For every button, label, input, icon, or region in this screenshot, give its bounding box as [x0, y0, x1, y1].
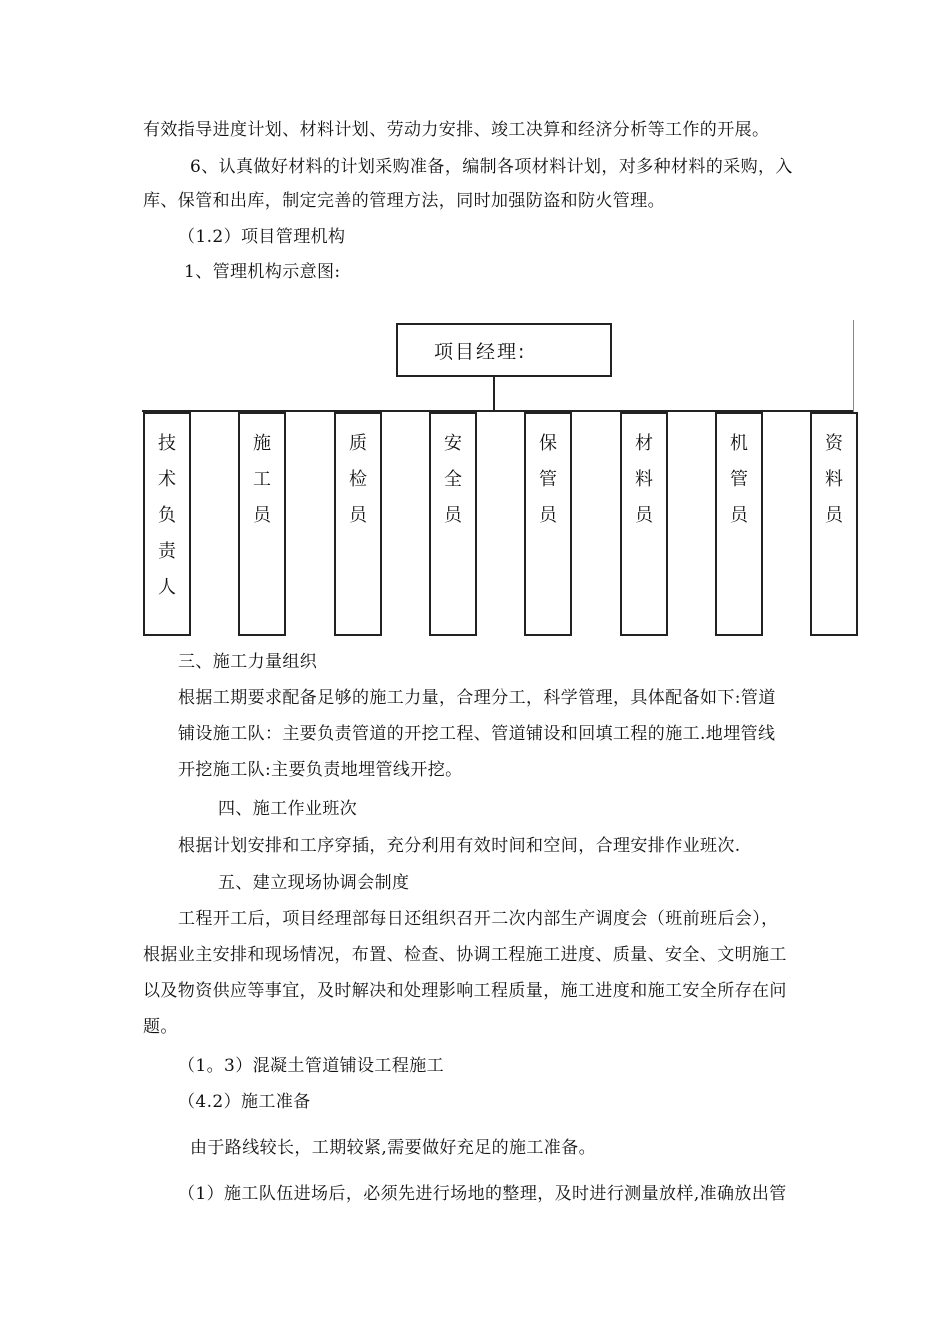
project-manager-box	[396, 323, 612, 377]
role-box	[334, 412, 382, 636]
role-box	[810, 412, 858, 636]
section-heading: 1、管理机构示意图:	[184, 262, 341, 282]
section-heading: （1。3）混凝土管道铺设工程施工	[178, 1056, 445, 1076]
role-char: 材	[635, 433, 653, 454]
role-char: 质	[349, 433, 367, 454]
paragraph-line: 根据计划安排和工序穿插，充分利用有效时间和空间，合理安排作业班次.	[178, 836, 741, 856]
role-char: 负	[158, 505, 176, 526]
section-heading: （4.2）施工准备	[178, 1092, 311, 1112]
role-char: 检	[349, 469, 367, 490]
role-char: 资	[825, 433, 843, 454]
role-label	[622, 426, 666, 534]
section-heading: 三、施工力量组织	[178, 652, 318, 672]
role-char: 责	[158, 541, 176, 562]
role-box	[524, 412, 572, 636]
role-label	[431, 426, 475, 534]
role-box	[238, 412, 286, 636]
trunk-connector	[493, 377, 495, 411]
role-label	[145, 426, 189, 606]
role-char: 员	[253, 505, 271, 526]
role-box	[620, 412, 668, 636]
paragraph-line: 开挖施工队:主要负责地埋管线开挖。	[178, 760, 463, 780]
role-char: 技	[158, 433, 176, 454]
role-char: 管	[539, 469, 557, 490]
role-char: 员	[444, 505, 462, 526]
role-char: 员	[539, 505, 557, 526]
role-label	[240, 426, 284, 534]
role-char: 全	[444, 469, 462, 490]
paragraph-line: 以及物资供应等事宜，及时解决和处理影响工程质量，施工进度和施工安全所存在问	[143, 981, 787, 1001]
role-char: 施	[253, 433, 271, 454]
role-label	[526, 426, 570, 534]
role-label	[717, 426, 761, 534]
role-char: 人	[158, 577, 176, 598]
role-char: 料	[825, 469, 843, 490]
role-char: 员	[635, 505, 653, 526]
paragraph-line: 题。	[143, 1017, 178, 1037]
role-box	[715, 412, 763, 636]
role-char: 工	[253, 469, 271, 490]
role-box	[429, 412, 477, 636]
paragraph-line: 6、认真做好材料的计划采购准备，编制各项材料计划，对多种材料的采购，入	[190, 157, 793, 177]
role-char: 料	[635, 469, 653, 490]
role-char: 术	[158, 469, 176, 490]
section-heading: （1.2）项目管理机构	[178, 227, 346, 247]
role-char: 安	[444, 433, 462, 454]
section-heading: 四、施工作业班次	[218, 799, 358, 819]
role-label	[336, 426, 380, 534]
project-manager-label: 项目经理:	[434, 341, 527, 363]
role-box	[143, 412, 191, 636]
role-char: 员	[349, 505, 367, 526]
paragraph-line: 有效指导进度计划、材料计划、劳动力安排、竣工决算和经济分析等工作的开展。	[143, 120, 770, 140]
paragraph-line: 根据工期要求配备足够的施工力量，合理分工，科学管理，具体配备如下:管道	[178, 688, 776, 708]
role-char: 机	[730, 433, 748, 454]
role-char: 管	[730, 469, 748, 490]
paragraph-line: 由于路线较长，工期较紧,需要做好充足的施工准备。	[190, 1138, 597, 1158]
role-label	[812, 426, 856, 534]
paragraph-line: （1）施工队伍进场后，必须先进行场地的整理，及时进行测量放样,准确放出管	[178, 1184, 787, 1204]
paragraph-line: 铺设施工队：主要负责管道的开挖工程、管道铺设和回填工程的施工.地埋管线	[178, 724, 776, 744]
role-char: 员	[825, 505, 843, 526]
paragraph-line: 工程开工后，项目经理部每日还组织召开二次内部生产调度会（班前班后会），	[178, 909, 779, 929]
role-char: 员	[730, 505, 748, 526]
role-char: 保	[539, 433, 557, 454]
paragraph-line: 库、保管和出库，制定完善的管理方法，同时加强防盗和防火管理。	[143, 191, 665, 211]
paragraph-line: 根据业主安排和现场情况，布置、检查、协调工程施工进度、质量、安全、文明施工	[143, 945, 787, 965]
right-frame-line	[853, 320, 854, 412]
section-heading: 五、建立现场协调会制度	[218, 873, 410, 893]
